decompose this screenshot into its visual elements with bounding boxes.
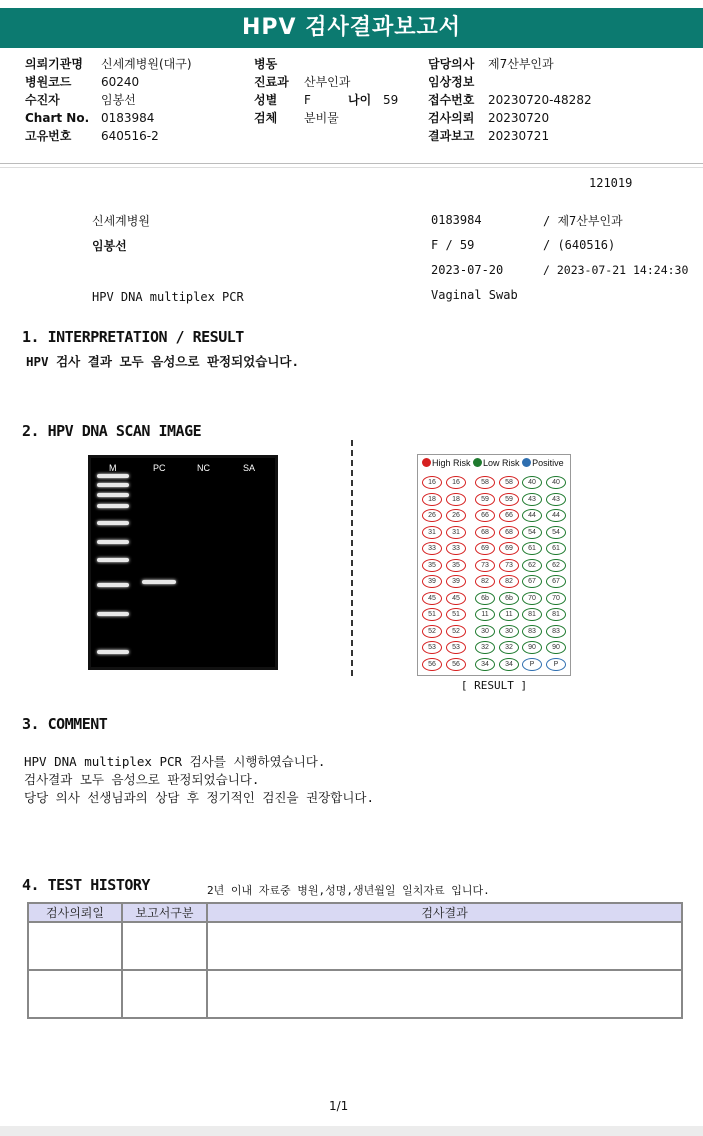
image-divider <box>351 440 353 676</box>
gel-image <box>88 455 278 670</box>
marker-band <box>97 493 129 497</box>
chip-cell: 44 <box>522 509 542 522</box>
chip-cell: 45 <box>446 592 466 605</box>
chip-cell: 54 <box>522 526 542 539</box>
chip-cell: 45 <box>422 592 442 605</box>
chip-cell: 52 <box>422 625 442 638</box>
marker-band <box>97 504 129 508</box>
request-date: 2023-07-20 <box>431 263 504 277</box>
footer-bar <box>0 1126 703 1136</box>
table-row <box>28 922 682 970</box>
sex-age: F / 59 <box>431 238 475 252</box>
chip-cell: 39 <box>446 575 466 588</box>
chip-cell: 26 <box>446 509 466 522</box>
lane-label-m: M <box>109 463 117 473</box>
table-row <box>28 970 682 1018</box>
test-name: HPV DNA multiplex PCR <box>92 290 244 304</box>
chip-cell: 53 <box>422 641 442 654</box>
chip-cell: 32 <box>475 641 495 654</box>
chip-cell: 11 <box>499 608 519 621</box>
table-cell <box>207 922 682 970</box>
chip-cell: 26 <box>422 509 442 522</box>
col-header-request-date: 검사의뢰일 <box>28 903 122 922</box>
chip-cell: 33 <box>446 542 466 555</box>
chip-cell: 70 <box>546 592 566 605</box>
chip-cell: 69 <box>499 542 519 555</box>
chip-cell: 32 <box>499 641 519 654</box>
specimen: Vaginal Swab <box>431 288 518 302</box>
section-2-title: 2. HPV DNA SCAN IMAGE <box>22 422 202 440</box>
chip-cell: 62 <box>546 559 566 572</box>
chip-cell: 53 <box>446 641 466 654</box>
lane-label-sa: SA <box>243 463 256 473</box>
chip-cell: 66 <box>499 509 519 522</box>
table-cell <box>207 970 682 1018</box>
col-header-result: 검사결과 <box>207 903 682 922</box>
chip-cell: 67 <box>522 575 542 588</box>
section-4-title: 4. TEST HISTORY <box>22 876 150 894</box>
chip-cell: 58 <box>475 476 495 489</box>
chip-cell: 34 <box>475 658 495 671</box>
high-risk-dot-icon <box>422 458 431 467</box>
pc-band <box>142 580 176 584</box>
chip-cell: 30 <box>475 625 495 638</box>
chip-cell: 43 <box>546 493 566 506</box>
department: / 제7산부인과 <box>543 214 623 228</box>
marker-band <box>97 474 129 478</box>
chip-cell: 61 <box>522 542 542 555</box>
chip-caption: [ RESULT ] <box>460 679 528 692</box>
table-header-row <box>28 903 682 922</box>
header-divider <box>0 163 703 164</box>
low-risk-dot-icon <box>473 458 482 467</box>
chip-cell: 51 <box>446 608 466 621</box>
table-cell <box>122 970 207 1018</box>
hospital-name: 신세계병원 <box>92 214 150 228</box>
chip-cell: 6b <box>499 592 519 605</box>
test-history-table <box>27 902 683 1019</box>
chip-cell: 51 <box>422 608 442 621</box>
marker-band <box>97 583 129 587</box>
chip-cell: 43 <box>522 493 542 506</box>
table-cell <box>28 970 122 1018</box>
chip-cell: 40 <box>522 476 542 489</box>
chip-cell: 16 <box>446 476 466 489</box>
hpv-chip-result <box>417 454 571 676</box>
marker-band <box>97 483 129 487</box>
chip-cell: 90 <box>546 641 566 654</box>
chip-cell: 31 <box>422 526 442 539</box>
chip-cell: 39 <box>422 575 442 588</box>
chip-cell: 83 <box>546 625 566 638</box>
marker-band <box>97 650 129 654</box>
chip-cell: 59 <box>499 493 519 506</box>
table-cell <box>122 922 207 970</box>
marker-band <box>97 521 129 525</box>
chip-cell: 67 <box>546 575 566 588</box>
section-3-title: 3. COMMENT <box>22 715 108 733</box>
chip-cell: 61 <box>546 542 566 555</box>
marker-band <box>97 558 129 562</box>
chip-cell: 69 <box>475 542 495 555</box>
header-divider-shadow <box>0 167 703 168</box>
chip-cell: 31 <box>446 526 466 539</box>
chip-legend: High Risk Low Risk Positive <box>422 458 564 468</box>
chip-cell: 52 <box>446 625 466 638</box>
chip-cell: 58 <box>499 476 519 489</box>
lane-label-pc: PC <box>153 463 166 473</box>
header-col-1: 의뢰기관명 신세계병원(대구) 병원코드 60240 수진자 임봉선 Chart No. 0183984 고유번호 640516-2 <box>25 57 192 143</box>
chip-cell: 81 <box>546 608 566 621</box>
chip-cell: 83 <box>522 625 542 638</box>
chip-cell: 6b <box>475 592 495 605</box>
report-code: 121019 <box>589 176 633 190</box>
chip-cell: 18 <box>446 493 466 506</box>
chip-cell: P <box>546 658 566 671</box>
col-header-report-type: 보고서구분 <box>122 903 207 922</box>
page-number: 1/1 <box>329 1099 349 1113</box>
marker-band <box>97 612 129 616</box>
marker-band <box>97 540 129 544</box>
chip-cell: 16 <box>422 476 442 489</box>
comment-line: 당당 의사 선생님과의 상담 후 정기적인 검진을 권장합니다. <box>24 790 375 805</box>
chart-number: 0183984 <box>431 213 482 227</box>
report-datetime: / 2023-07-21 14:24:30 <box>543 263 689 277</box>
header-col-2: 병동 진료과 산부인과 성별 F 나이 59 검체 분비물 <box>254 57 399 125</box>
chip-cell: 56 <box>422 658 442 671</box>
patient-name: 임봉선 <box>92 239 127 253</box>
chip-cell: 90 <box>522 641 542 654</box>
comment-text <box>24 753 374 807</box>
chip-cell: 70 <box>522 592 542 605</box>
header-col-3: 담당의사 제7산부인과 임상정보 접수번호 20230720-48282 검사의뢰 20230720 결과보고 20230721 <box>428 57 592 143</box>
chip-cell: 35 <box>446 559 466 572</box>
chip-cell: 34 <box>499 658 519 671</box>
chip-cell: 33 <box>422 542 442 555</box>
chip-cell: P <box>522 658 542 671</box>
lane-label-nc: NC <box>197 463 210 473</box>
chip-cell: 68 <box>499 526 519 539</box>
comment-line: HPV DNA multiplex PCR 검사를 시행하였습니다. <box>24 754 326 769</box>
chip-cell: 62 <box>522 559 542 572</box>
birth-code: / (640516) <box>543 238 616 252</box>
history-note: 2년 이내 자료중 병원,성명,생년월일 일치자료 입니다. <box>207 884 490 897</box>
chip-cell: 73 <box>499 559 519 572</box>
comment-line: 검사결과 모두 음성으로 판정되었습니다. <box>24 772 260 787</box>
chip-cell: 59 <box>475 493 495 506</box>
chip-cell: 11 <box>475 608 495 621</box>
chip-cell: 81 <box>522 608 542 621</box>
chip-cell: 66 <box>475 509 495 522</box>
chip-cell: 82 <box>499 575 519 588</box>
chip-cell: 44 <box>546 509 566 522</box>
chip-cell: 56 <box>446 658 466 671</box>
chip-cell: 40 <box>546 476 566 489</box>
table-cell <box>28 922 122 970</box>
report-title: HPV 검사결과보고서 <box>0 8 703 48</box>
section-1-title: 1. INTERPRETATION / RESULT <box>22 328 244 346</box>
chip-cell: 18 <box>422 493 442 506</box>
chip-cell: 35 <box>422 559 442 572</box>
chip-cell: 68 <box>475 526 495 539</box>
chip-cell: 54 <box>546 526 566 539</box>
interpretation-result: HPV 검사 결과 모두 음성으로 판정되었습니다. <box>26 354 300 369</box>
positive-dot-icon <box>522 458 531 467</box>
chip-cell: 30 <box>499 625 519 638</box>
chip-cell: 73 <box>475 559 495 572</box>
chip-cell: 82 <box>475 575 495 588</box>
